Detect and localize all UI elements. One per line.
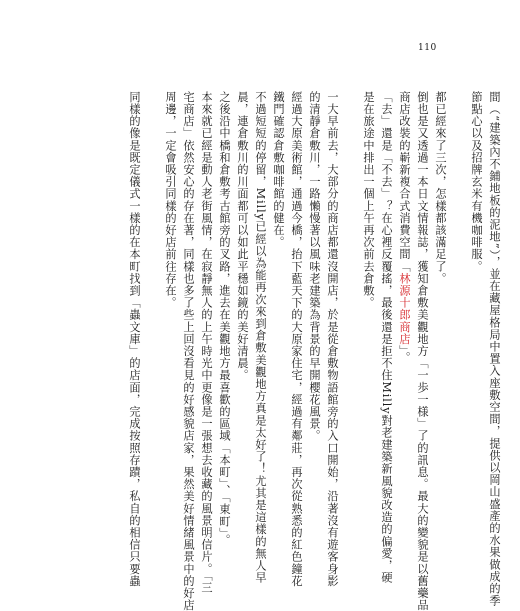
text-column-before: 商店改裝的嶄新複合式消費空間「: [398, 91, 411, 273]
text-column: 都已經來了三次，怎樣都該滿足了。: [434, 91, 447, 285]
text-column: 倒也是又透過一本日文情報誌，獲知倉敷美觀地方「一歩一様」了的訊息。最大的變貌是以舊藥品: [416, 91, 429, 611]
text-column: 節點心以及招牌玄米有機咖啡服。: [470, 91, 483, 273]
highlighted-shop-name: 林源十郎商店: [398, 272, 411, 346]
text-column: 同樣的像是既定儀式一樣的在本町找到「蟲文庫」的店面，完成按照存蹟，私自的相信只要蟲: [128, 91, 141, 588]
text-column: 宅商店」依然安心的存在著，同樣也多了些上回沒看見的好感貌店家，果然美好情緒風景中的好店: [182, 91, 195, 611]
text-column: 一大早前去，大部分的商店都還沒開店，於是從倉敷物語館旁的入口開始，沿著沒有遊客身影: [326, 91, 339, 588]
text-column: 經過大原美術館，通過今橋，抬下藍天下的大原家住宅，經過有鄰莊，再次從熟悉的紅色鐘花: [290, 91, 303, 588]
text-column: 晨，連倉敷川的川面都可以如此平穩如鏡的美好清晨。: [236, 91, 249, 382]
text-column: 的清靜倉敷川，一路懶慢著以風味老建築為背景的早開櫻花風景。: [308, 91, 321, 442]
text-column: 是在旅途中排出一個上午再次前去倉敷。: [362, 91, 375, 309]
text-column: 間（“建築內不鋪地板的泥地”），並在藏屋格局中置入座敷空間，提供以岡山盛產的水果做成的季: [488, 91, 501, 607]
text-column-after: 」。: [398, 345, 411, 364]
text-column: 鐵門確認倉敷咖啡館的健在。: [272, 91, 285, 249]
text-column: 周邊，一定會吸引同樣的好店前往存在。: [164, 91, 177, 309]
text-column: 之後沿中橋和倉敷考古館旁的叉路，進去在美觀地方最喜歡的區域「本町」、「東町」。: [218, 91, 231, 547]
text-column: 不過短短的停留，Milly已經以為能再次來到倉敷美觀地方真是太好了！尤其是這樣的無人早: [254, 91, 267, 584]
text-column: 本來就已經是動人老街風情，在寂靜無人的上午時光中更像是一張想去收藏的風景明信片。「三: [200, 91, 213, 594]
text-column: 「去」還是「不去」？在心裡反覆搖，最後還是拒不住Milly對老建築新風貌改造的偏愛，硬: [380, 91, 393, 584]
page-number: 110: [418, 43, 437, 53]
text-column: [397, 91, 412, 364]
